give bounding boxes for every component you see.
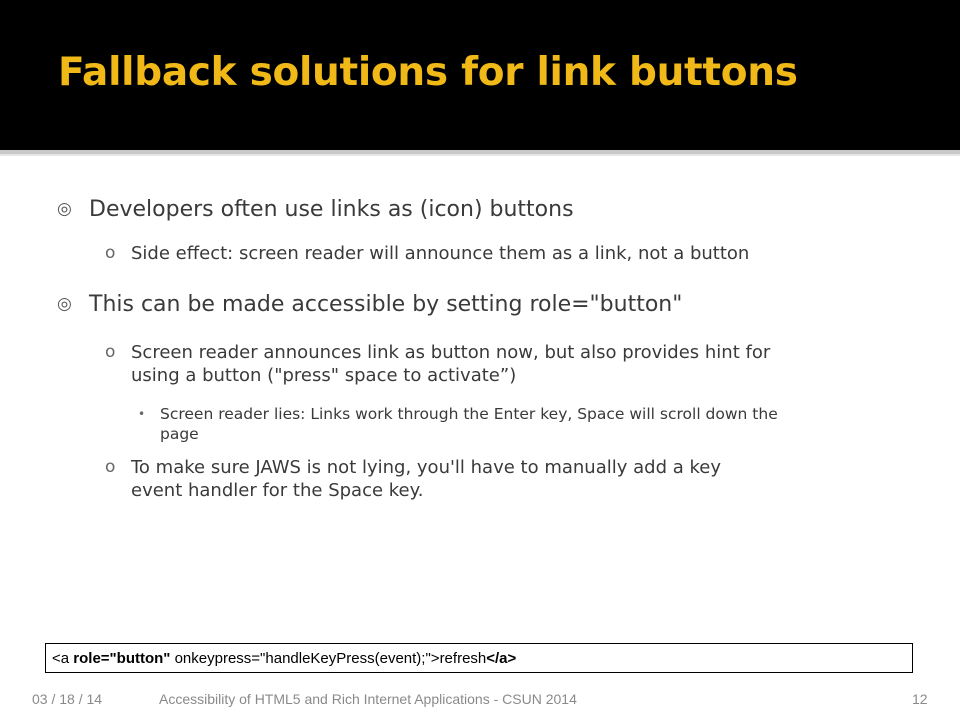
- code-close-tag: </a>: [486, 650, 517, 667]
- bullet-text-line: Screen reader lies: Links work through the Enter key, Space will scroll down the: [160, 405, 778, 423]
- dot-bullet-icon: •: [138, 407, 146, 421]
- slide-title: Fallback solutions for link buttons: [58, 50, 798, 95]
- code-role-attribute: role="button": [73, 650, 171, 667]
- code-example: [52, 650, 516, 667]
- bullet-level2: [105, 341, 771, 387]
- bullet-text-line: page: [160, 425, 199, 443]
- circle-bullet-icon: o: [105, 243, 116, 263]
- bullet-level2: [105, 242, 750, 265]
- code-onkeypress-attribute: onkeypress="handleKeyPress(event);">: [170, 650, 440, 667]
- footer-page-number: 12: [912, 691, 928, 707]
- target-bullet-icon: ◎: [57, 294, 72, 314]
- footer-presentation-title: Accessibility of HTML5 and Rich Internet Applications - CSUN 2014: [159, 691, 577, 707]
- circle-bullet-icon: o: [105, 457, 116, 477]
- bullet-level1: [57, 292, 683, 317]
- target-bullet-icon: ◎: [57, 199, 72, 219]
- bullet-level2: [105, 456, 721, 502]
- bullet-text-line: To make sure JAWS is not lying, you'll have to manually add a key: [131, 457, 721, 478]
- title-divider-shadow: [0, 154, 960, 156]
- footer-date: 03 / 18 / 14: [32, 691, 103, 707]
- bullet-text: This can be made accessible by setting role="button": [89, 292, 683, 317]
- bullet-text: Side effect: screen reader will announce them as a link, not a button: [131, 243, 750, 264]
- bullet-text-line: using a button ("press" space to activate”): [131, 365, 517, 386]
- code-example-box: [45, 643, 913, 673]
- title-band: [0, 0, 960, 150]
- bullet-level3: [138, 404, 778, 444]
- bullet-text-line: event handler for the Space key.: [131, 480, 424, 501]
- code-open-tag: <a: [52, 650, 74, 667]
- circle-bullet-icon: o: [105, 342, 116, 362]
- bullet-text-line: Screen reader announces link as button now, but also provides hint for: [131, 342, 771, 363]
- code-link-text: refresh: [439, 650, 487, 667]
- bullet-level1: [57, 197, 574, 222]
- bullet-text: Developers often use links as (icon) buttons: [89, 197, 574, 222]
